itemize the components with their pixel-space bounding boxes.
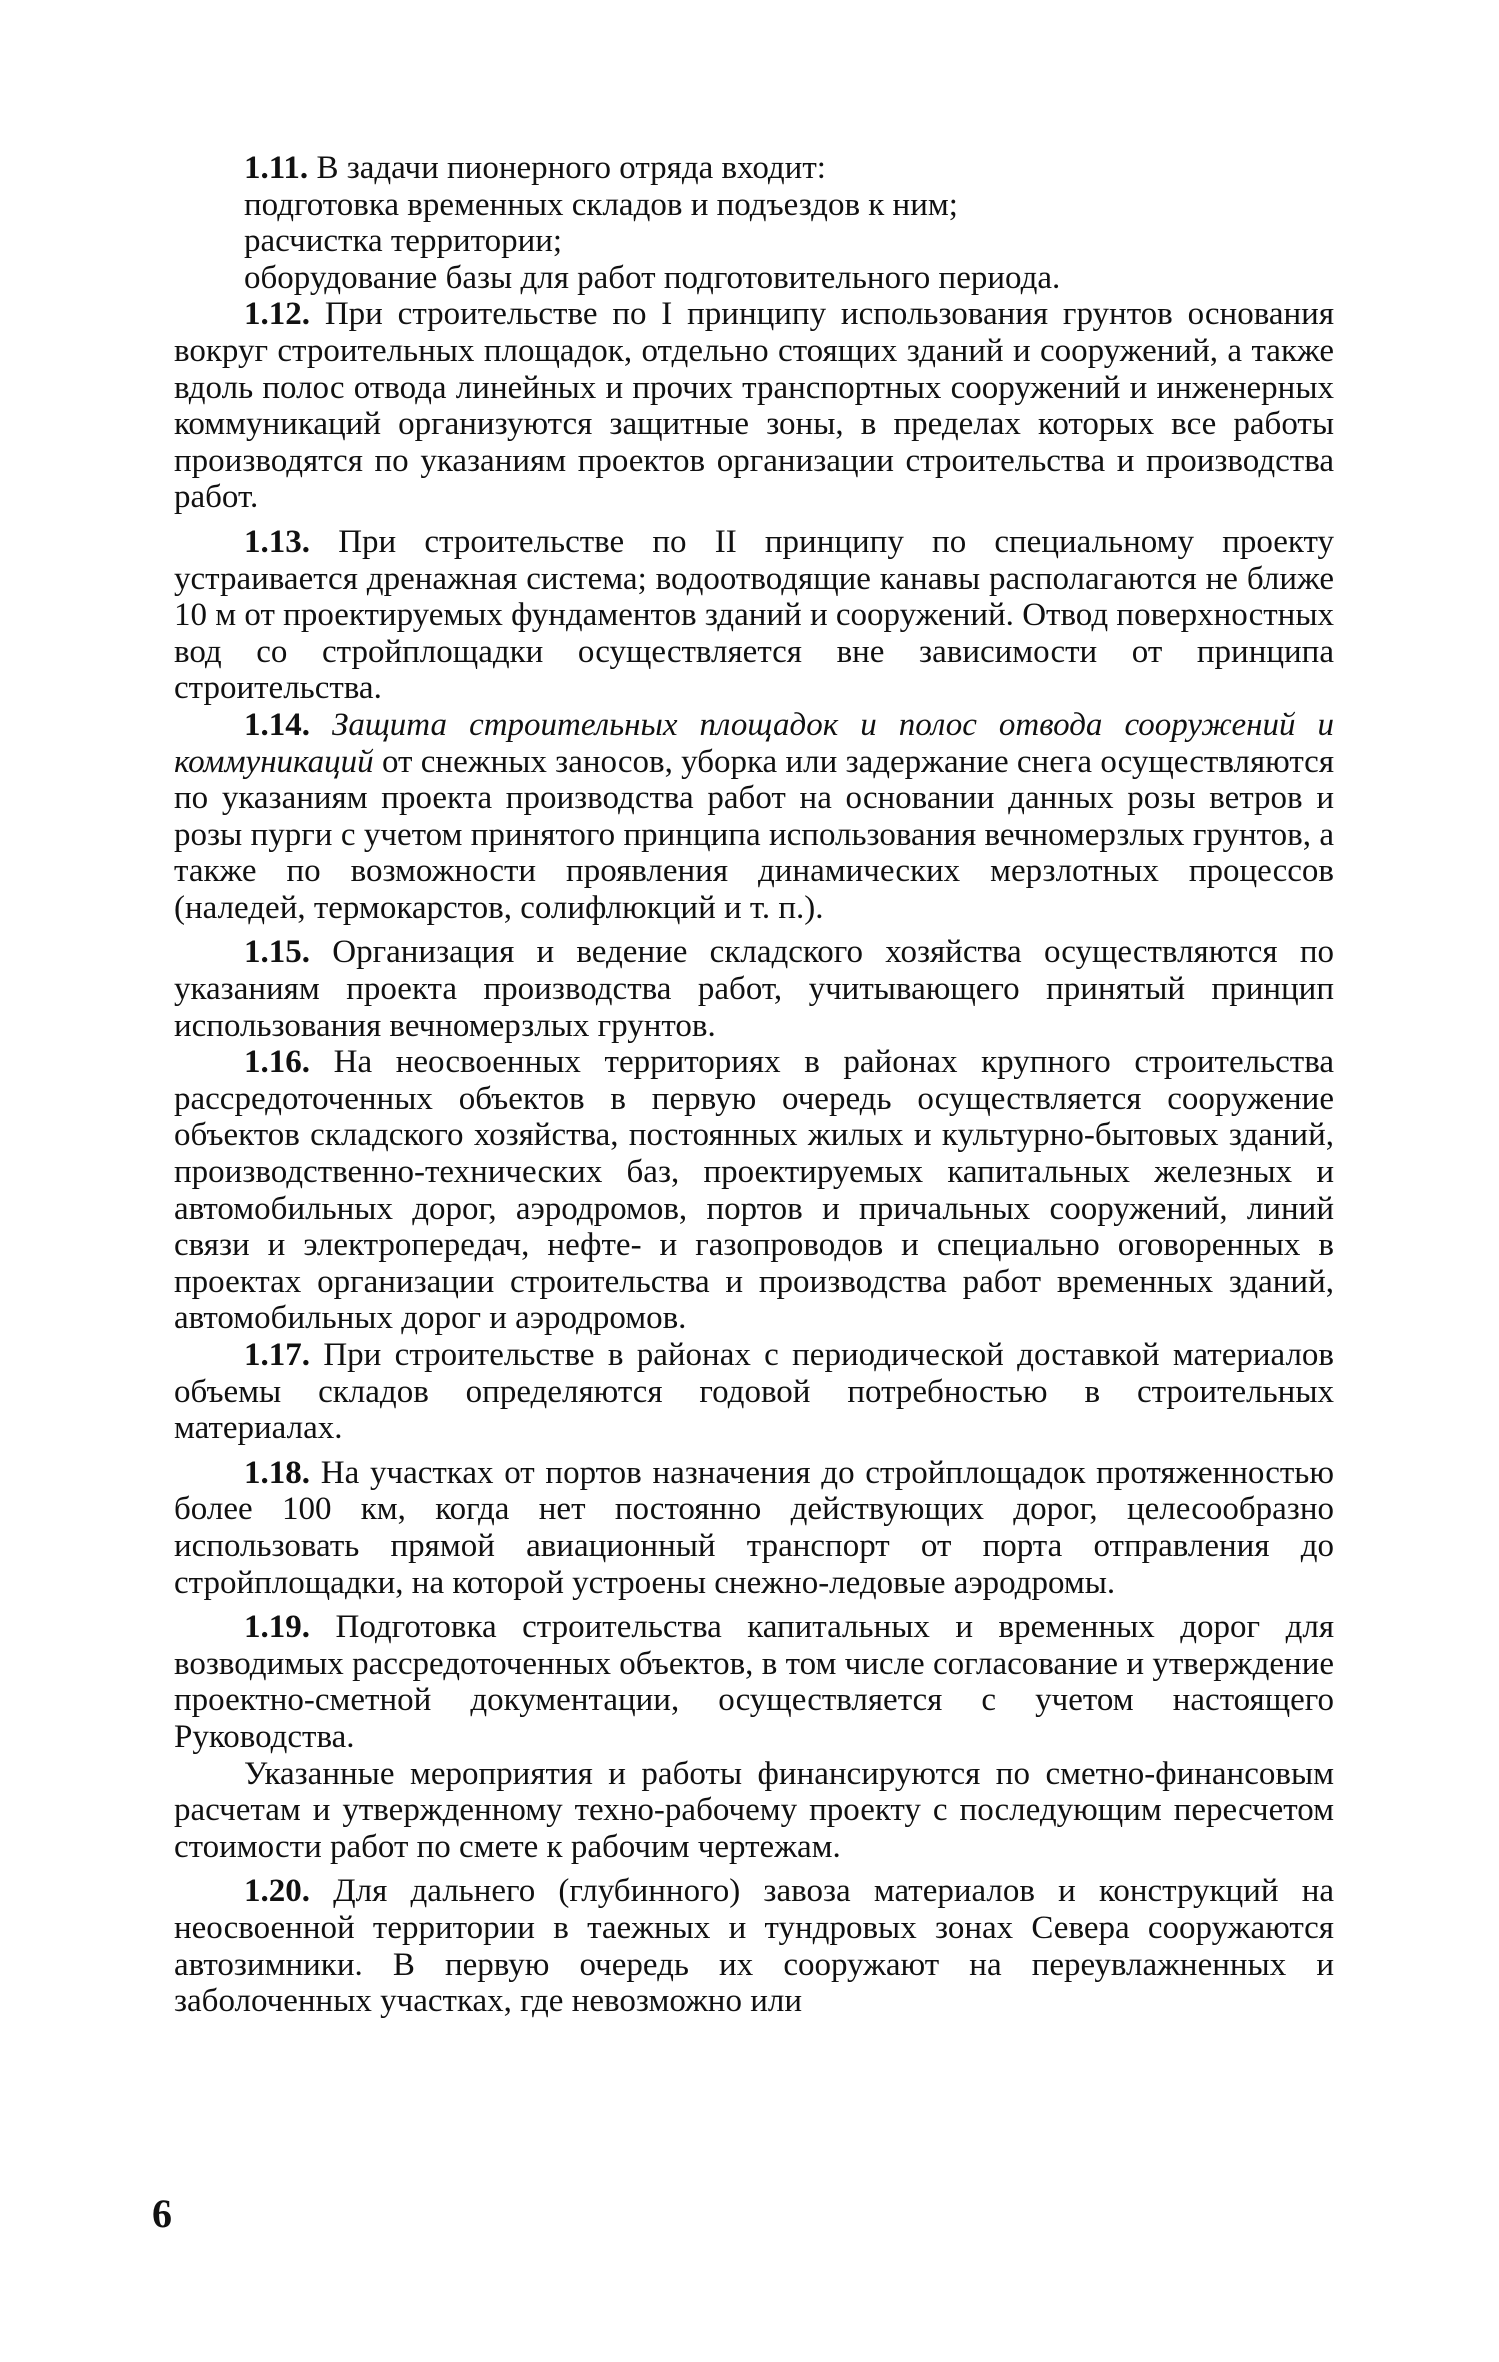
section-number: 1.18.	[244, 1454, 310, 1491]
paragraph-1-16	[174, 1044, 1334, 1337]
paragraph-1-19	[174, 1609, 1334, 1755]
paragraph-1-18	[174, 1455, 1334, 1601]
list-item: расчистка территории;	[244, 223, 563, 260]
paragraph-text: Подготовка строительства капитальных и временных дорог для возводимых рассредоточенных объектов, в том числе согласование и утверждение проектно-сметной документации, осуществляется с учетом настоящего Руководства.	[174, 1609, 1335, 1755]
paragraph-text: Организация и ведение складского хозяйства осуществляются по указаниям проекта производства работ, учитывающего принятый принцип использования вечномерзлых грунтов.	[174, 934, 1335, 1044]
section-number: 1.20.	[244, 1873, 310, 1910]
section-number: 1.16.	[244, 1044, 310, 1081]
heading-text: В задачи пионерного отряда входит:	[316, 150, 826, 186]
paragraph-1-17	[174, 1337, 1334, 1447]
section-number: 1.17.	[244, 1337, 310, 1373]
page-number: 6	[152, 2191, 172, 2236]
paragraph-1-11	[174, 150, 1334, 296]
paragraph-1-20	[174, 1873, 1334, 2019]
section-number: 1.13.	[244, 523, 310, 560]
italic-phrase: Защита строительных площадок и полос отвода сооружений и коммуникаций	[174, 706, 1335, 780]
paragraph-text: от снежных заносов, уборка или задержание снега осуществляются по указаниям проекта производства работ на основании данных розы ветров и розы пурги с учетом принятого принципа использования вечномерзлых грунтов, а также по возможности проявления динамических мерзлотных процессов (наледей, термокарстов, солифлюкций и т. п.).	[174, 743, 1334, 926]
list-item: оборудование базы для работ подготовительного периода.	[244, 259, 1061, 296]
section-number: 1.12.	[244, 296, 310, 333]
paragraph-text: На участках от портов назначения до стройплощадок протяженностью более 100 км, когда нет постоянно действующих дорог, целесообразно использовать прямой авиационный транспорт от порта отправления до стройплощадки, на которой устроены снежно-ледовые аэродромы.	[174, 1454, 1334, 1601]
paragraph-financing	[174, 1756, 1334, 1866]
paragraph-1-12	[174, 296, 1334, 516]
paragraph-text: Для дальнего (глубинного) завоза материалов и конструкций на неосвоенной территории в таежных и тундровых зонах Севера сооружаются автозимники. В первую очередь их сооружают на переувлажненных и заболоченных участках, где невозможно или	[174, 1873, 1335, 2020]
paragraph-1-15	[174, 934, 1334, 1044]
paragraph-text: При строительстве по I принципу использования грунтов основания вокруг строительных площадок, отдельно стоящих зданий и сооружений, а также вдоль полос отвода линейных и прочих транспортных сооружений и инженерных коммуникаций организуются защитные зоны, в пределах которых все работы производятся по указаниям проектов организации строительства и производства работ.	[174, 296, 1335, 516]
section-number: 1.15.	[244, 934, 310, 971]
paragraph-1-14	[174, 707, 1334, 927]
list-item: подготовка временных складов и подъездов к ним;	[244, 186, 958, 223]
body-text	[174, 150, 1334, 2020]
section-number: 1.19.	[244, 1609, 310, 1646]
section-number: 1.14.	[244, 706, 310, 743]
paragraph-1-13	[174, 524, 1334, 707]
paragraph-text: При строительстве в районах с периодической доставкой материалов объемы складов определяются годовой потребностью в строительных материалах.	[174, 1337, 1334, 1447]
paragraph-text: При строительстве по II принципу по специальному проекту устраивается дренажная система; водоотводящие канавы располагаются не ближе 10 м от проектируемых фундаментов зданий и сооружений. Отвод поверхностных вод со стройплощадки осуществляется вне зависимости от принципа строительства.	[174, 523, 1334, 707]
section-number: 1.11.	[244, 150, 309, 186]
paragraph-text: Указанные мероприятия и работы финансируются по сметно-финансовым расчетам и утвержденному техно-рабочему проекту с последующим пересчетом стоимости работ по смете к рабочим чертежам.	[174, 1755, 1334, 1865]
paragraph-text: На неосвоенных территориях в районах крупного строительства рассредоточенных объектов в первую очередь осуществляется сооружение объектов складского хозяйства, постоянных жилых и культурно-бытовых зданий, производственно-технических баз, проектируемых капитальных железных и автомобильных дорог, аэродромов, портов и причальных сооружений, линий связи и электропередач, нефте- и газопроводов и специально оговоренных в проектах организации строительства и производства работ временных зданий, автомобильных дорог и аэродромов.	[174, 1044, 1334, 1337]
paragraph-1-11-heading	[174, 150, 1334, 187]
